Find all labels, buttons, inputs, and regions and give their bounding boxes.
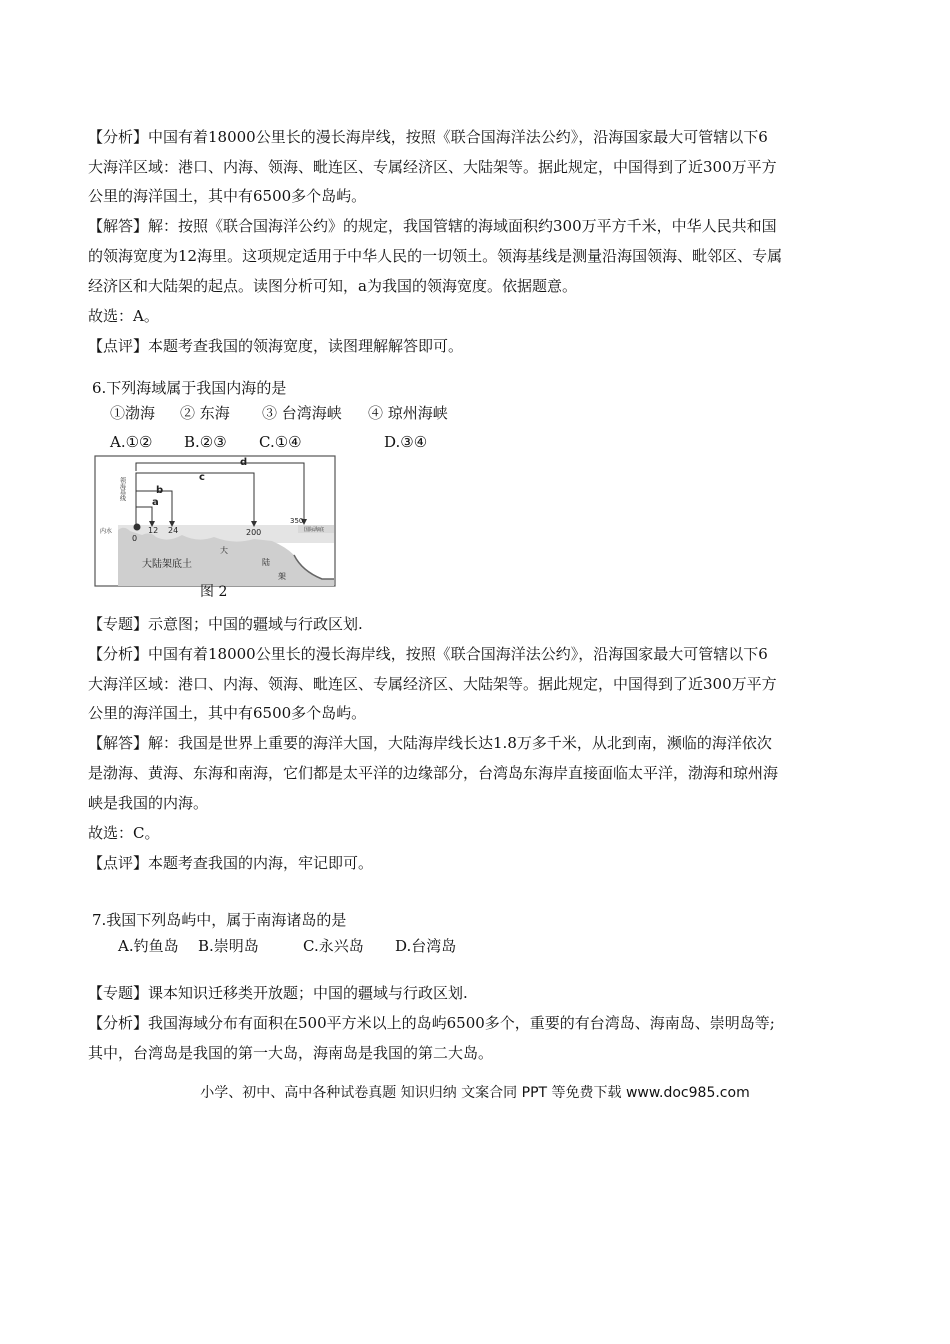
q6-answer-line-2: 是渤海、黄海、东海和南海，它们都是太平洋的边缘部分，台湾岛东海岸直接面临太平洋，渤海和琼州海 xyxy=(88,764,779,782)
q6-analysis-line-2: 大海洋区域：港口、内海、领海、毗连区、专属经济区、大陆架等。据此规定，中国得到了近300万平方 xyxy=(88,675,777,693)
q5-analysis-line-1: 【分析】中国有着18000公里长的漫长海岸线，按照《联合国海洋法公约》，沿海国家最大可管辖以下6 xyxy=(88,128,768,146)
label-12: 12 xyxy=(148,526,159,535)
q6-topic: 【专题】示意图；中国的疆域与行政区划. xyxy=(88,615,363,633)
q6-review: 【点评】本题考查我国的内海，牢记即可。 xyxy=(88,854,374,872)
q6-answer-line-1: 【解答】解：我国是世界上重要的海洋大国，大陆海岸线长达1.8万多千米，从北到南，濒临的海洋依次 xyxy=(88,734,772,752)
q7-topic: 【专题】课本知识迁移类开放题；中国的疆域与行政区划. xyxy=(88,984,468,1002)
label-high-sea: 国际海底 xyxy=(304,527,325,533)
q5-answer-line-1: 【解答】解：按照《联合国海洋公约》的规定，我国管辖的海域面积约300万平方千米，中华人民共和国 xyxy=(88,217,777,235)
q5-answer-line-3: 经济区和大陆架的起点。读图分析可知，a为我国的领海宽度。依据题意。 xyxy=(88,277,577,295)
label-d: d xyxy=(240,457,248,468)
q7-stem: 7.我国下列岛屿中，属于南海诸岛的是 xyxy=(92,911,347,929)
q5-review: 【点评】本题考查我国的领海宽度，读图理解解答即可。 xyxy=(88,337,464,355)
q6-option-b: B.②③ xyxy=(184,433,227,451)
q7-option-d: D.台湾岛 xyxy=(395,937,457,955)
label-350: 350 xyxy=(290,517,304,525)
ocean-zones-diagram xyxy=(94,455,336,587)
baseline-point xyxy=(134,524,141,531)
q6-analysis-line-1: 【分析】中国有着18000公里长的漫长海岸线，按照《联合国海洋法公约》，沿海国家最大可管辖以下6 xyxy=(88,645,768,663)
label-a: a xyxy=(152,497,159,508)
q7-option-a: A.钓鱼岛 xyxy=(118,937,179,955)
q6-option-d: D.③④ xyxy=(384,433,428,451)
label-24: 24 xyxy=(168,526,179,535)
q6-option-c: C.①④ xyxy=(259,433,302,451)
label-slope-2: 陆 xyxy=(262,558,270,567)
q6-item-2: ② 东海 xyxy=(180,404,230,422)
q6-analysis-line-3: 公里的海洋国土，其中有6500多个岛屿。 xyxy=(88,704,367,722)
label-slope-1: 大 xyxy=(220,546,228,555)
label-200: 200 xyxy=(246,528,262,537)
q6-stem: 6.下列海域属于我国内海的是 xyxy=(92,379,287,397)
q5-answer-line-2: 的领海宽度为12海里。这项规定适用于中华人民的一切领土。领海基线是测量沿海国领海、毗邻区、专属 xyxy=(88,247,783,265)
page-footer: 小学、初中、高中各种试卷真题 知识归纳 文案合同 PPT 等免费下载 www.doc985.com xyxy=(200,1085,750,1101)
label-inner-water: 内水 xyxy=(100,528,113,535)
label-0: 0 xyxy=(132,534,138,543)
q6-choice: 故选：C。 xyxy=(88,824,160,842)
q6-item-4: ④ 琼州海峡 xyxy=(368,404,448,422)
label-c: c xyxy=(199,472,205,483)
q7-analysis-line-1: 【分析】我国海域分布有面积在500平方米以上的岛屿6500多个，重要的有台湾岛、海南岛、崇明岛等; xyxy=(88,1014,775,1032)
q7-analysis-line-2: 其中，台湾岛是我国的第一大岛，海南岛是我国的第二大岛。 xyxy=(88,1044,494,1062)
label-b: b xyxy=(156,485,164,496)
q6-item-3: ③ 台湾海峡 xyxy=(262,404,342,422)
q7-option-b: B.崇明岛 xyxy=(198,937,259,955)
q6-option-a: A.①② xyxy=(110,433,153,451)
label-slope-3: 架 xyxy=(278,572,286,581)
q5-analysis-line-2: 大海洋区域：港口、内海、领海、毗连区、专属经济区、大陆架等。据此规定，中国得到了近300万平方 xyxy=(88,158,777,176)
q5-analysis-line-3: 公里的海洋国土，其中有6500多个岛屿。 xyxy=(88,187,367,205)
q6-answer-line-3: 峡是我国的内海。 xyxy=(88,794,209,812)
q6-item-1: ①渤海 xyxy=(110,404,156,422)
label-shelf: 大陆架底土 xyxy=(142,559,192,570)
label-baseline: 领海基线 xyxy=(118,477,126,501)
figure-caption: 图 2 xyxy=(200,584,228,600)
q5-choice: 故选：A。 xyxy=(88,307,159,325)
q7-option-c: C.永兴岛 xyxy=(303,937,364,955)
